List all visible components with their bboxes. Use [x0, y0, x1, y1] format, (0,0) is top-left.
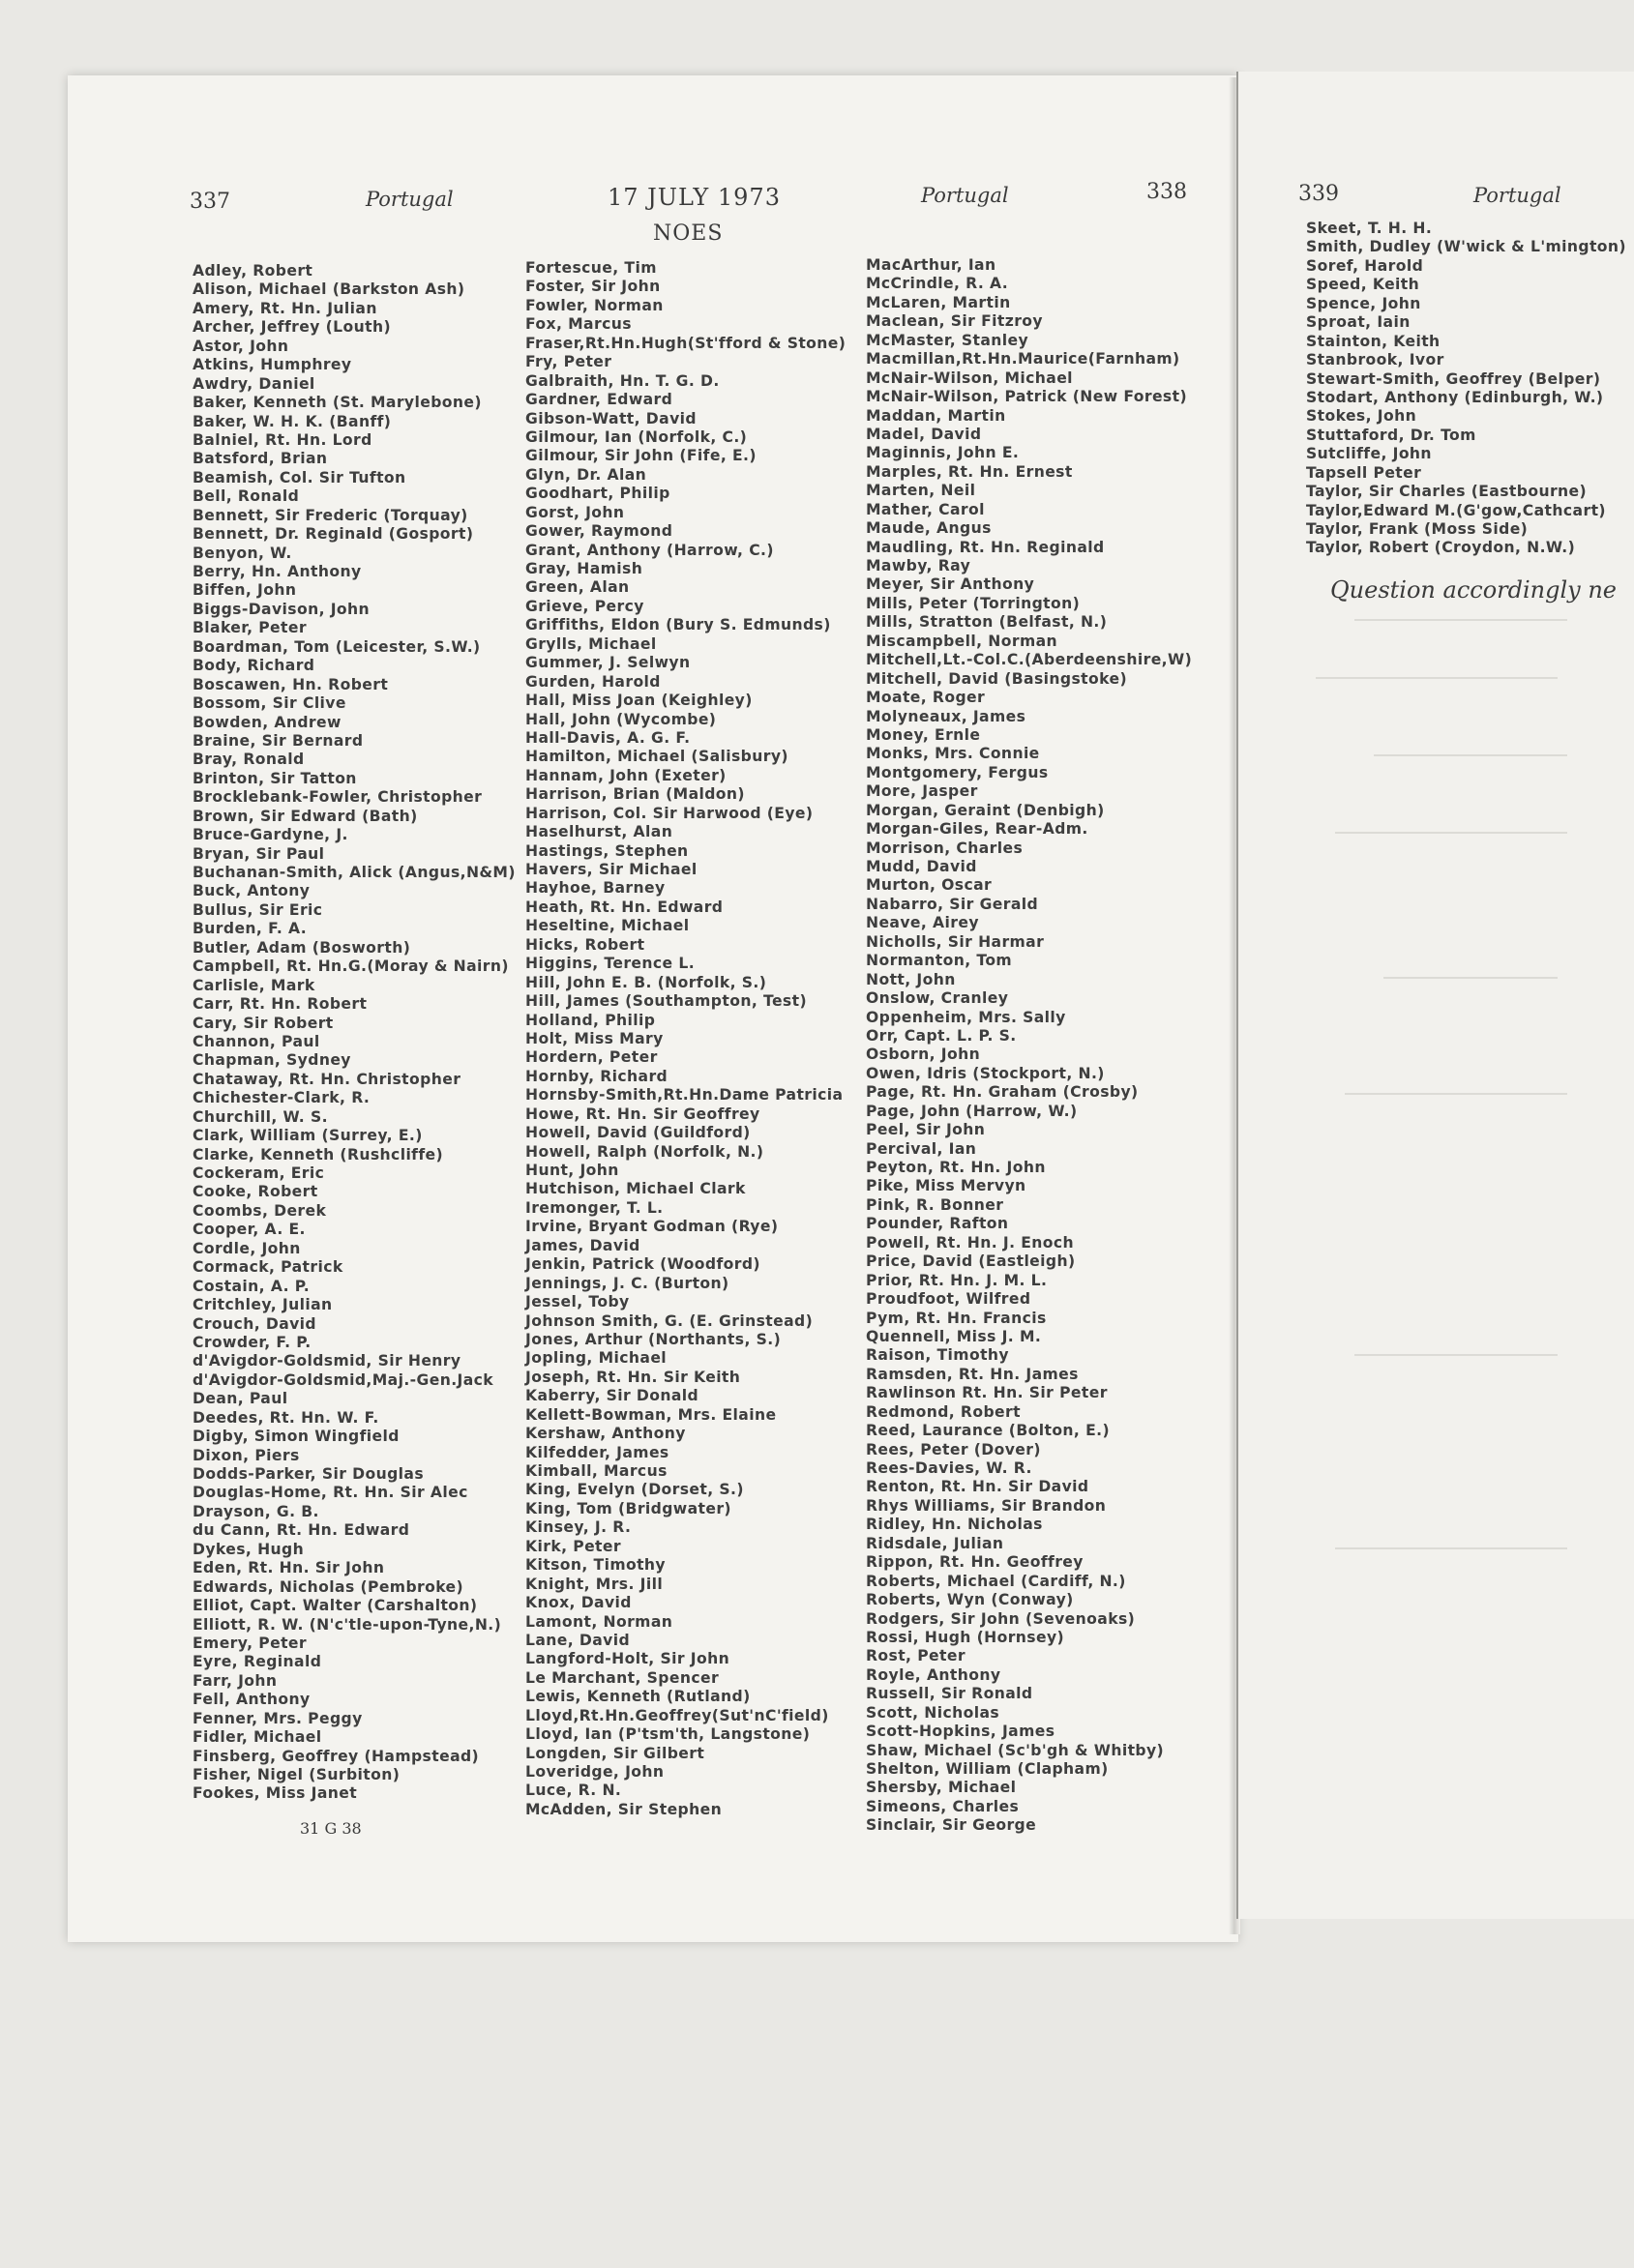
- member-name: Stewart-Smith, Geoffrey (Belper): [1306, 369, 1601, 388]
- noes-column-2: [525, 259, 846, 1819]
- member-name: Green, Alan: [525, 578, 630, 597]
- member-name: Holt, Miss Mary: [525, 1029, 664, 1047]
- member-name: Joseph, Rt. Hn. Sir Keith: [525, 1368, 741, 1386]
- member-name: Mitchell,Lt.-Col.C.(Aberdeenshire,W): [866, 651, 1193, 669]
- member-name: Mitchell, David (Basingstoke): [866, 669, 1127, 688]
- member-name: Lloyd, Ian (P'tsm'th, Langstone): [525, 1725, 811, 1744]
- member-name: Iremonger, T. L.: [525, 1198, 664, 1217]
- member-name: Irvine, Bryant Godman (Rye): [525, 1218, 779, 1236]
- member-name: Roberts, Michael (Cardiff, N.): [866, 1572, 1126, 1590]
- member-name: Macmillan,Rt.Hn.Maurice(Farnham): [866, 350, 1180, 368]
- member-name: Onslow, Cranley: [866, 989, 1009, 1008]
- member-name: Pink, R. Bonner: [866, 1195, 1004, 1214]
- member-name: Mills, Peter (Torrington): [866, 594, 1081, 612]
- member-name: Bowden, Andrew: [193, 713, 342, 731]
- member-name: Mudd, David: [866, 858, 977, 875]
- member-name: Pym, Rt. Hn. Francis: [866, 1309, 1047, 1327]
- closing-sentence: Question accordingly ne: [1330, 576, 1618, 604]
- member-name: Biggs-Davison, John: [193, 600, 371, 618]
- member-name: Quennell, Miss J. M.: [866, 1327, 1042, 1345]
- member-name: Grant, Anthony (Harrow, C.): [525, 541, 774, 559]
- member-name: Kaberry, Sir Donald: [525, 1387, 699, 1405]
- member-name: Meyer, Sir Anthony: [866, 575, 1035, 594]
- member-name: Loveridge, John: [525, 1763, 665, 1781]
- member-name: Baker, Kenneth (St. Marylebone): [193, 394, 482, 412]
- member-name: Cormack, Patrick: [193, 1258, 343, 1277]
- member-name: Rhys Williams, Sir Brandon: [866, 1496, 1107, 1515]
- member-name: Monks, Mrs. Connie: [866, 745, 1040, 763]
- member-name: Morgan-Giles, Rear-Adm.: [866, 820, 1088, 839]
- member-name: Chataway, Rt. Hn. Christopher: [193, 1070, 461, 1088]
- member-name: Gurden, Harold: [525, 672, 661, 691]
- member-name: Gorst, John: [525, 503, 625, 521]
- member-name: d'Avigdor-Goldsmid,Maj.-Gen.Jack: [193, 1370, 494, 1389]
- member-name: Prior, Rt. Hn. J. M. L.: [866, 1271, 1048, 1289]
- member-name: Renton, Rt. Hn. Sir David: [866, 1478, 1089, 1496]
- member-name: McNair-Wilson, Michael: [866, 368, 1073, 387]
- show-through-mark: [1374, 754, 1567, 756]
- member-name: Scott-Hopkins, James: [866, 1723, 1055, 1741]
- member-name: Cooke, Robert: [193, 1183, 318, 1201]
- member-name: Hill, John E. B. (Norfolk, S.): [525, 973, 767, 991]
- member-name: Shelton, William (Clapham): [866, 1760, 1109, 1778]
- member-name: Digby, Simon Wingfield: [193, 1428, 400, 1446]
- member-name: Fortescue, Tim: [525, 259, 657, 277]
- member-name: Dykes, Hugh: [193, 1540, 305, 1558]
- member-name: Fidler, Michael: [193, 1728, 322, 1747]
- member-name: Scott, Nicholas: [866, 1703, 1000, 1722]
- member-name: Maginnis, John E.: [866, 444, 1020, 462]
- member-name: Jenkin, Patrick (Woodford): [525, 1255, 760, 1274]
- member-name: Nabarro, Sir Gerald: [866, 895, 1039, 913]
- member-name: King, Evelyn (Dorset, S.): [525, 1481, 744, 1499]
- member-name: Tapsell Peter: [1306, 463, 1422, 482]
- member-name: More, Jasper: [866, 782, 978, 801]
- member-name: King, Tom (Bridgwater): [525, 1499, 731, 1517]
- member-name: Douglas-Home, Rt. Hn. Sir Alec: [193, 1484, 468, 1502]
- member-name: Mills, Stratton (Belfast, N.): [866, 613, 1108, 632]
- left-page-number: 337: [190, 190, 230, 214]
- member-name: McMaster, Stanley: [866, 331, 1029, 349]
- member-name: Peel, Sir John: [866, 1121, 986, 1139]
- member-name: Hill, James (Southampton, Test): [525, 992, 807, 1011]
- member-name: Clarke, Kenneth (Rushcliffe): [193, 1145, 444, 1163]
- member-name: Moate, Roger: [866, 689, 986, 707]
- member-name: Farr, John: [193, 1671, 278, 1690]
- member-name: Brinton, Sir Tatton: [193, 769, 357, 787]
- member-name: Rossi, Hugh (Hornsey): [866, 1628, 1065, 1646]
- member-name: Carr, Rt. Hn. Robert: [193, 995, 368, 1014]
- member-name: Howell, Ralph (Norfolk, N.): [525, 1142, 764, 1161]
- member-name: Howe, Rt. Hn. Sir Geoffrey: [525, 1105, 760, 1123]
- member-name: McCrindle, R. A.: [866, 275, 1009, 293]
- member-name: Berry, Hn. Anthony: [193, 563, 362, 580]
- member-name: Shersby, Michael: [866, 1779, 1017, 1797]
- member-name: Jessel, Toby: [525, 1293, 630, 1311]
- member-name: d'Avigdor-Goldsmid, Sir Henry: [193, 1352, 461, 1370]
- member-name: Osborn, John: [866, 1046, 981, 1064]
- member-name: Crowder, F. P.: [193, 1333, 312, 1351]
- member-name: Higgins, Terence L.: [525, 955, 696, 973]
- member-name: Hannam, John (Exeter): [525, 766, 727, 784]
- member-name: Pounder, Rafton: [866, 1215, 1009, 1233]
- member-name: Reed, Laurance (Bolton, E.): [866, 1422, 1110, 1440]
- member-name: Harrison, Col. Sir Harwood (Eye): [525, 804, 814, 822]
- member-name: Orr, Capt. L. P. S.: [866, 1026, 1017, 1045]
- member-name: Elliott, R. W. (N'c'tle-upon-Tyne,N.): [193, 1615, 502, 1634]
- member-name: Gray, Hamish: [525, 560, 643, 577]
- member-name: Balniel, Rt. Hn. Lord: [193, 430, 372, 449]
- member-name: Cooper, A. E.: [193, 1221, 306, 1239]
- member-name: Gilmour, Sir John (Fife, E.): [525, 447, 757, 465]
- member-name: Atkins, Humphrey: [193, 356, 352, 374]
- member-name: Awdry, Daniel: [193, 374, 315, 393]
- member-name: Hordern, Peter: [525, 1048, 658, 1067]
- member-name: Nott, John: [866, 970, 956, 988]
- member-name: Bossom, Sir Clive: [193, 694, 346, 713]
- member-name: Hamilton, Michael (Salisbury): [525, 748, 788, 766]
- member-name: Powell, Rt. Hn. J. Enoch: [866, 1233, 1075, 1252]
- member-name: Stuttaford, Dr. Tom: [1306, 426, 1476, 444]
- member-name: Neave, Airey: [866, 914, 979, 932]
- member-name: Kilfedder, James: [525, 1443, 669, 1461]
- member-name: Channon, Paul: [193, 1032, 320, 1050]
- member-name: Rees-Davies, W. R.: [866, 1459, 1032, 1477]
- member-name: Redmond, Robert: [866, 1402, 1021, 1421]
- member-name: Spence, John: [1306, 294, 1421, 312]
- member-name: Maclean, Sir Fitzroy: [866, 312, 1043, 331]
- member-name: Bruce-Gardyne, J.: [193, 826, 348, 844]
- member-name: Burden, F. A.: [193, 920, 308, 938]
- member-name: Hall, Miss Joan (Keighley): [525, 692, 753, 710]
- member-name: Hunt, John: [525, 1162, 619, 1179]
- member-name: Clark, William (Surrey, E.): [193, 1127, 423, 1145]
- member-name: Gilmour, Ian (Norfolk, C.): [525, 427, 748, 446]
- member-name: Drayson, G. B.: [193, 1502, 319, 1520]
- member-name: Bullus, Sir Eric: [193, 900, 323, 919]
- member-name: Rawlinson Rt. Hn. Sir Peter: [866, 1384, 1108, 1402]
- member-name: du Cann, Rt. Hn. Edward: [193, 1521, 410, 1540]
- member-name: Dixon, Piers: [193, 1446, 300, 1464]
- member-name: Jones, Arthur (Northants, S.): [525, 1330, 782, 1348]
- member-name: Rost, Peter: [866, 1647, 966, 1665]
- show-through-mark: [1345, 1093, 1567, 1095]
- member-name: Biffen, John: [193, 581, 297, 600]
- member-name: Pike, Miss Mervyn: [866, 1177, 1026, 1195]
- member-name: Ridsdale, Julian: [866, 1534, 1004, 1552]
- member-name: Boardman, Tom (Leicester, S.W.): [193, 637, 481, 656]
- member-name: Holland, Philip: [525, 1011, 656, 1029]
- member-name: Beamish, Col. Sir Tufton: [193, 468, 406, 486]
- member-name: Percival, Ian: [866, 1139, 977, 1158]
- member-name: Taylor, Robert (Croydon, N.W.): [1306, 539, 1576, 557]
- member-name: Goodhart, Philip: [525, 485, 670, 503]
- member-name: Nicholls, Sir Harmar: [866, 932, 1045, 951]
- division-label: NOES: [653, 221, 724, 246]
- member-name: Maddan, Martin: [866, 406, 1006, 425]
- show-through-mark: [1316, 677, 1558, 679]
- member-name: Smith, Dudley (W'wick & L'mington): [1306, 238, 1626, 256]
- member-name: Harrison, Brian (Maldon): [525, 785, 745, 804]
- noes-column-4: [1306, 220, 1626, 558]
- member-name: Normanton, Tom: [866, 952, 1013, 970]
- member-name: Amery, Rt. Hn. Julian: [193, 299, 377, 317]
- member-name: Kirk, Peter: [525, 1537, 621, 1555]
- member-name: Griffiths, Eldon (Bury S. Edmunds): [525, 616, 831, 634]
- member-name: Montgomery, Fergus: [866, 763, 1049, 781]
- member-name: Page, John (Harrow, W.): [866, 1102, 1078, 1120]
- member-name: Fry, Peter: [525, 353, 612, 371]
- member-name: Fraser,Rt.Hn.Hugh(St'fford & Stone): [525, 334, 847, 352]
- member-name: Peyton, Rt. Hn. John: [866, 1159, 1046, 1176]
- member-name: Cary, Sir Robert: [193, 1014, 334, 1032]
- member-name: Rees, Peter (Dover): [866, 1440, 1041, 1458]
- right-section-title: Portugal: [921, 184, 1009, 207]
- member-name: Price, David (Eastleigh): [866, 1252, 1076, 1271]
- member-name: Ridley, Hn. Nicholas: [866, 1516, 1043, 1534]
- member-name: Emery, Peter: [193, 1634, 307, 1652]
- member-name: Fenner, Mrs. Peggy: [193, 1709, 363, 1727]
- member-name: Fisher, Nigel (Surbiton): [193, 1766, 401, 1783]
- member-name: Gower, Raymond: [525, 522, 673, 541]
- member-name: Molyneaux, James: [866, 707, 1026, 725]
- member-name: Hall-Davis, A. G. F.: [525, 728, 691, 747]
- member-name: Stokes, John: [1306, 407, 1417, 426]
- member-name: Knox, David: [525, 1594, 632, 1612]
- member-name: Bryan, Sir Paul: [193, 844, 325, 863]
- member-name: Luce, R. N.: [525, 1782, 622, 1800]
- member-name: Alison, Michael (Barkston Ash): [193, 280, 465, 299]
- member-name: Benyon, W.: [193, 544, 292, 562]
- member-name: Glyn, Dr. Alan: [525, 465, 647, 484]
- member-name: Taylor, Frank (Moss Side): [1306, 520, 1529, 538]
- member-name: Brocklebank-Fowler, Christopher: [193, 788, 483, 807]
- member-name: Page, Rt. Hn. Graham (Crosby): [866, 1083, 1139, 1102]
- member-name: Cockeram, Eric: [193, 1164, 325, 1182]
- member-name: Mather, Carol: [866, 500, 985, 518]
- member-name: Royle, Anthony: [866, 1665, 1001, 1684]
- member-name: Sinclair, Sir George: [866, 1816, 1037, 1835]
- member-name: Grieve, Percy: [525, 597, 644, 615]
- member-name: Buchanan-Smith, Alick (Angus,N&M): [193, 864, 516, 881]
- member-name: Hayhoe, Barney: [525, 879, 666, 898]
- member-name: Morrison, Charles: [866, 839, 1024, 857]
- member-name: Hastings, Stephen: [525, 841, 689, 860]
- member-name: Rodgers, Sir John (Sevenoaks): [866, 1609, 1136, 1628]
- member-name: Chichester-Clark, R.: [193, 1089, 371, 1107]
- show-through-mark: [1354, 619, 1567, 621]
- member-name: Maudling, Rt. Hn. Reginald: [866, 538, 1105, 556]
- member-name: Galbraith, Hn. T. G. D.: [525, 371, 720, 390]
- member-name: Grylls, Michael: [525, 634, 657, 653]
- member-name: Edwards, Nicholas (Pembroke): [193, 1577, 464, 1596]
- member-name: Speed, Keith: [1306, 276, 1420, 294]
- member-name: Body, Richard: [193, 657, 315, 675]
- member-name: Stanbrook, Ivor: [1306, 351, 1444, 369]
- member-name: Buck, Antony: [193, 882, 311, 900]
- member-name: Baker, W. H. K. (Banff): [193, 412, 392, 430]
- member-name: Fowler, Norman: [525, 296, 664, 314]
- member-name: Bennett, Sir Frederic (Torquay): [193, 506, 468, 524]
- member-name: Mawby, Ray: [866, 557, 971, 574]
- member-name: Batsford, Brian: [193, 450, 328, 468]
- member-name: Kinsey, J. R.: [525, 1518, 632, 1537]
- next-section-title: Portugal: [1473, 184, 1561, 207]
- member-name: Marples, Rt. Hn. Ernest: [866, 462, 1073, 481]
- member-name: McNair-Wilson, Patrick (New Forest): [866, 388, 1187, 406]
- member-name: Hutchison, Michael Clark: [525, 1180, 746, 1198]
- member-name: Bray, Ronald: [193, 751, 305, 769]
- member-name: Howell, David (Guildford): [525, 1124, 751, 1142]
- member-name: Lewis, Kenneth (Rutland): [525, 1688, 751, 1706]
- member-name: Kershaw, Anthony: [525, 1425, 686, 1443]
- member-name: McAdden, Sir Stephen: [525, 1800, 723, 1818]
- member-name: Heseltine, Michael: [525, 917, 690, 935]
- member-name: Simeons, Charles: [866, 1797, 1020, 1815]
- member-name: Proudfoot, Wilfred: [866, 1290, 1031, 1309]
- member-name: McLaren, Martin: [866, 293, 1011, 311]
- member-name: Ramsden, Rt. Hn. James: [866, 1365, 1079, 1383]
- member-name: Lloyd,Rt.Hn.Geoffrey(Sut'nC'field): [525, 1706, 829, 1724]
- member-name: Hornby, Richard: [525, 1067, 668, 1085]
- member-name: Butler, Adam (Bosworth): [193, 938, 411, 957]
- member-name: Campbell, Rt. Hn.G.(Moray & Nairn): [193, 957, 509, 976]
- member-name: Marten, Neil: [866, 482, 976, 500]
- member-name: Hicks, Robert: [525, 935, 645, 954]
- member-name: Astor, John: [193, 337, 289, 355]
- noes-column-1: [193, 262, 516, 1804]
- member-name: Brown, Sir Edward (Bath): [193, 807, 418, 825]
- member-name: Rippon, Rt. Hn. Geoffrey: [866, 1553, 1084, 1572]
- member-name: Chapman, Sydney: [193, 1051, 351, 1070]
- member-name: Bell, Ronald: [193, 487, 300, 506]
- member-name: Cordle, John: [193, 1239, 301, 1257]
- member-name: Skeet, T. H. H.: [1306, 220, 1433, 237]
- member-name: Sproat, Iain: [1306, 313, 1411, 332]
- member-name: Havers, Sir Michael: [525, 861, 698, 878]
- member-name: Kitson, Timothy: [525, 1556, 666, 1575]
- member-name: Madel, David: [866, 425, 982, 443]
- printer-code: 31 G 38: [300, 1819, 362, 1838]
- member-name: Carlisle, Mark: [193, 976, 315, 994]
- member-name: Critchley, Julian: [193, 1296, 333, 1314]
- member-name: Le Marchant, Spencer: [525, 1668, 720, 1687]
- member-name: Money, Ernle: [866, 725, 981, 744]
- member-name: Russell, Sir Ronald: [866, 1685, 1033, 1703]
- member-name: Jennings, J. C. (Burton): [525, 1274, 729, 1292]
- member-name: Haselhurst, Alan: [525, 823, 673, 841]
- member-name: Morgan, Geraint (Denbigh): [866, 801, 1105, 819]
- member-name: Murton, Oscar: [866, 876, 993, 895]
- member-name: Kellett-Bowman, Mrs. Elaine: [525, 1405, 777, 1424]
- right-page-number: 338: [1146, 180, 1187, 204]
- member-name: Blaker, Peter: [193, 619, 307, 637]
- member-name: Lane, David: [525, 1631, 631, 1649]
- member-name: Deedes, Rt. Hn. W. F.: [193, 1408, 379, 1427]
- member-name: Bennett, Dr. Reginald (Gosport): [193, 525, 474, 544]
- member-name: Heath, Rt. Hn. Edward: [525, 898, 724, 916]
- member-name: Coombs, Derek: [193, 1201, 327, 1220]
- member-name: Gibson-Watt, David: [525, 409, 697, 427]
- member-name: Hall, John (Wycombe): [525, 710, 717, 728]
- member-name: Miscampbell, Norman: [866, 632, 1058, 650]
- member-name: Johnson Smith, G. (E. Grinstead): [525, 1311, 814, 1330]
- show-through-mark: [1335, 1547, 1567, 1549]
- member-name: Fookes, Miss Janet: [193, 1784, 358, 1803]
- member-name: Archer, Jeffrey (Louth): [193, 318, 391, 337]
- member-name: Taylor, Sir Charles (Eastbourne): [1306, 483, 1588, 501]
- member-name: Crouch, David: [193, 1314, 316, 1333]
- member-name: Dean, Paul: [193, 1390, 288, 1408]
- member-name: Boscawen, Hn. Robert: [193, 675, 389, 693]
- member-name: Hornsby-Smith,Rt.Hn.Dame Patricia: [525, 1086, 844, 1105]
- member-name: James, David: [525, 1236, 640, 1254]
- member-name: Soref, Harold: [1306, 256, 1424, 275]
- date-heading: 17 JULY 1973: [608, 184, 781, 211]
- member-name: Eyre, Reginald: [193, 1653, 322, 1671]
- member-name: Jopling, Michael: [525, 1349, 668, 1368]
- member-name: Oppenheim, Mrs. Sally: [866, 1008, 1066, 1026]
- member-name: Knight, Mrs. Jill: [525, 1575, 664, 1593]
- member-name: Stodart, Anthony (Edinburgh, W.): [1306, 388, 1604, 406]
- member-name: Sutcliffe, John: [1306, 445, 1432, 463]
- noes-column-3: [866, 256, 1192, 1836]
- show-through-mark: [1335, 832, 1567, 834]
- member-name: Fox, Marcus: [525, 315, 632, 334]
- member-name: Finsberg, Geoffrey (Hampstead): [193, 1747, 480, 1765]
- member-name: Shaw, Michael (Sc'b'gh & Whitby): [866, 1741, 1165, 1759]
- member-name: Dodds-Parker, Sir Douglas: [193, 1465, 425, 1483]
- member-name: Gummer, J. Selwyn: [525, 654, 691, 672]
- member-name: Stainton, Keith: [1306, 332, 1441, 350]
- member-name: Roberts, Wyn (Conway): [866, 1591, 1074, 1609]
- member-name: Fell, Anthony: [193, 1691, 311, 1709]
- member-name: Owen, Idris (Stockport, N.): [866, 1064, 1105, 1082]
- left-section-title: Portugal: [366, 188, 454, 211]
- member-name: Adley, Robert: [193, 262, 313, 280]
- member-name: Lamont, Norman: [525, 1612, 673, 1631]
- member-name: Taylor,Edward M.(G'gow,Cathcart): [1306, 501, 1606, 519]
- member-name: Maude, Angus: [866, 519, 992, 538]
- next-page-number: 339: [1298, 182, 1339, 206]
- member-name: Foster, Sir John: [525, 278, 661, 296]
- member-name: MacArthur, Ian: [866, 256, 996, 274]
- show-through-mark: [1383, 977, 1558, 979]
- member-name: Churchill, W. S.: [193, 1107, 328, 1126]
- member-name: Eden, Rt. Hn. Sir John: [193, 1559, 385, 1577]
- show-through-mark: [1354, 1354, 1558, 1356]
- member-name: Langford-Holt, Sir John: [525, 1650, 730, 1668]
- member-name: Gardner, Edward: [525, 391, 673, 409]
- member-name: Costain, A. P.: [193, 1277, 311, 1295]
- member-name: Kimball, Marcus: [525, 1462, 668, 1480]
- member-name: Longden, Sir Gilbert: [525, 1744, 705, 1762]
- member-name: Braine, Sir Bernard: [193, 731, 364, 750]
- member-name: Elliot, Capt. Walter (Carshalton): [193, 1597, 478, 1615]
- member-name: Raison, Timothy: [866, 1346, 1009, 1365]
